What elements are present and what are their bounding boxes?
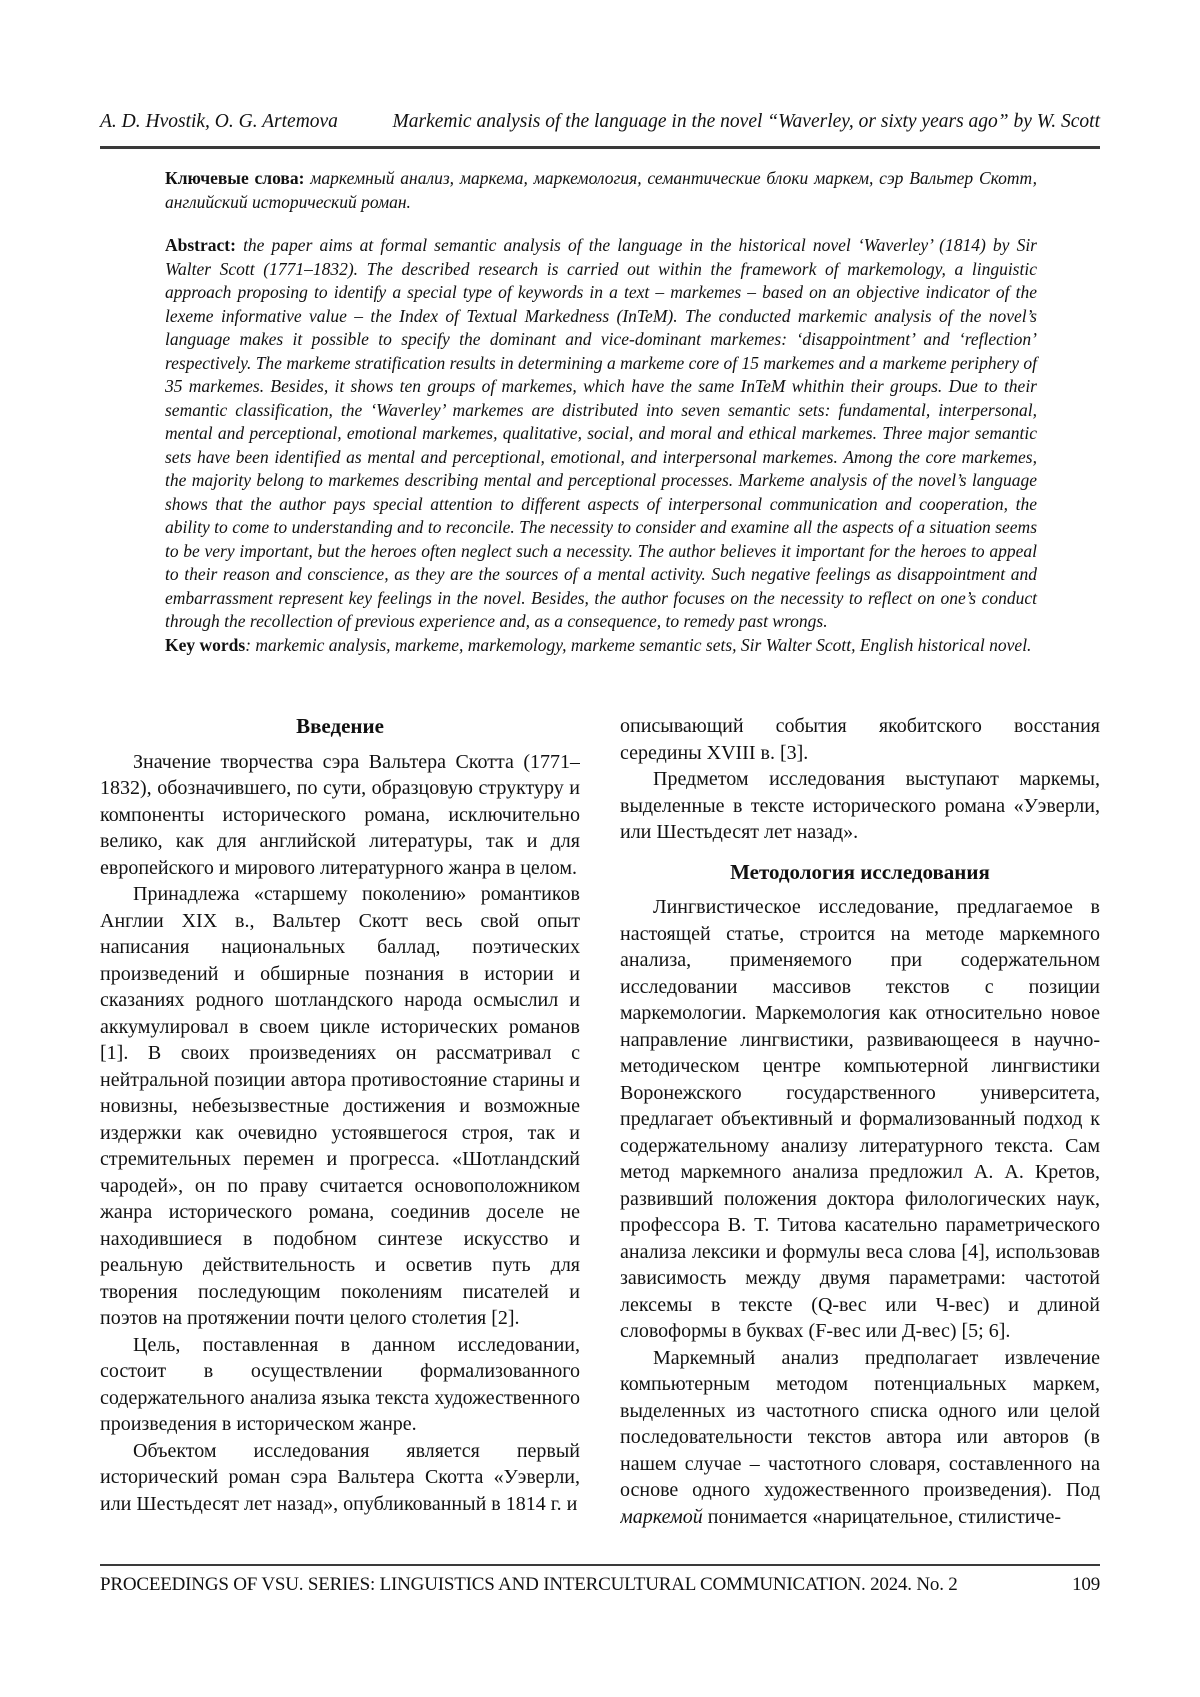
paragraph-methodology: Лингвистическое исследование, предлагаемое в настоящей статье, строится на методе маркемного анализа, применяемого при содержательном исследовании массивов текстов с позиции маркемологии. Маркемология как относительно новое направление лингвистики, развивающееся в научно-методическом центре компьютерной лингвистики Воронежского государственного университета, предлагает объективный и формализованный подход к содержательному анализу литературного текста. Сам метод маркемного анализа предложил А. А. Кретов, развивший положения доктора филологических наук, профессора В. Т. Титова касательно параметрического анализа лексики и формулы веса слова [4], использовав зависимость между двумя параметрами: частотой лексемы в тексте (Q-вес или Ч-вес) и длиной словоформы в буквах (F-вес или Д-вес) [5; 6]. bbox=[620, 896, 1100, 1342]
paragraph-markeme-part1: Маркемный анализ предполагает извлечение компьютерным методом потенциальных маркем, выделенных из частотного списка одного или целой последовательности текстов автора или авторов (в нашем случае – частотного словаря, составленного на основе одного художественного произведения). Под bbox=[620, 1346, 1100, 1501]
footer-page-number: 109 bbox=[1072, 1574, 1100, 1595]
page-footer bbox=[100, 1564, 1100, 1597]
paragraph-intro-1: Значение творчества сэра Вальтера Скотта (1771–1832), обозначившего, по сути, образцовую структуру и компоненты исторического романа, исключительно велико, как для английской литературы, так и для европейского и мирового литературного жанра в целом. bbox=[100, 750, 580, 879]
abstract bbox=[165, 234, 1037, 634]
section-heading-introduction: Введение bbox=[296, 714, 384, 738]
running-head-title: Markemic analysis of the language in the novel “Waverley, or sixty years ago” by W. Scott bbox=[392, 111, 1100, 132]
paragraph-markeme-part2: понимается «нарицательное, стилистиче- bbox=[702, 1505, 1062, 1528]
paragraph-markeme-term: маркемой bbox=[620, 1505, 703, 1528]
paragraph-subject: Предметом исследования выступают маркемы, выделенные в тексте исторического романа «Уэверли, или Шестьдесят лет назад». bbox=[620, 768, 1100, 843]
header-divider bbox=[100, 146, 1100, 149]
keywords-en bbox=[165, 634, 1037, 658]
article-body bbox=[100, 713, 1100, 1530]
paragraph-intro-2: Принадлежа «старшему поколению» романтиков Англии XIX в., Вальтер Скотт весь свой опыт написания национальных баллад, поэтических произведений и обширные познания в истории и сказаниях родного шотландского народа осмыслил и аккумулировал в своем цикле исторических романов [1]. В своих произведениях он рассматривал с нейтральной позиции автора противостояние старины и новизны, небезызвестные достижения и возможные издержки как очевидно устоявшегося строя, так и стремительных перемен и прогресса. «Шотландский чародей», он по праву считается основоположником жанра исторического романа, соединив доселе не находившиеся в подобном синтезе искусство и реальную действительность и осветив путь для творения последующим поколениям писателей и поэтов на протяжении почти целого столетия [2]. bbox=[100, 883, 580, 1329]
keywords-ru bbox=[165, 167, 1037, 214]
abstract-text: the paper aims at formal semantic analysis of the language in the historical novel ‘Waverley’ (1814) by Sir Walter Scott (1771–1832). The described research is carried out within the framework of markemology, a linguistic approach proposing to identify a special type of keywords in a text – markemes – based on an objective indicator of the lexeme informative value – the Index of Textual Markedness (InTeM). The conducted markemic analysis of the novel’s language makes it possible to specify the dominant and vice-dominant markemes: ‘disappointment’ and ‘reflection’ respectively. The markeme stratification results in determining a markeme core of 15 markemes and a markeme periphery of 35 markemes. Besides, it shows ten groups of markemes, which have the same InTeM whithin their groups. Due to their semantic classification, the ‘Waverley’ markemes are distributed into seven semantic sets: fundamental, interpersonal, mental and perceptional, emotional markemes, qualitative, social, and moral and ethical markemes. Three major semantic sets have been identified as mental and perceptional, emotional, and interpersonal markemes. Among the core markemes, the majority belong to markemes describing mental and perceptional processes. Markeme analysis of the novel’s language shows that the author pays special attention to different aspects of interpersonal communication and cooperation, the ability to come to understanding and to reconcile. The necessity to consider and examine all the aspects of a situation seems to be very important, but the heroes often neglect such a necessity. The author believes it important for the heroes to appeal to their reason and conscience, as they are the sources of a mental activity. Such negative feelings as disappointment and embarrassment represent key feelings in the novel. Besides, the author focuses on the necessity to reflect on one’s conduct through the recollection of previous experience and, as a consequence, to remedy past wrongs. bbox=[165, 235, 1037, 631]
footer-divider bbox=[100, 1564, 1100, 1566]
keywords-en-label: Key words bbox=[165, 634, 246, 655]
article-meta bbox=[165, 167, 1037, 657]
paragraph-object: Объектом исследования является первый исторический роман сэра Вальтера Скотта «Уэверли, или Шестьдесят лет назад», опубликованный в 1814 г. и bbox=[100, 1439, 580, 1515]
keywords-en-text: : markemic analysis, markeme, markemology, markeme semantic sets, Sir Walter Scott, English historical novel. bbox=[245, 634, 1032, 655]
page-content bbox=[100, 110, 1100, 1530]
paragraph-markeme-definition bbox=[620, 1345, 1100, 1531]
footer-line bbox=[100, 1573, 1100, 1597]
paragraph-object-continuation: описывающий события якобитского восстания середины XVIII в. [3]. bbox=[620, 715, 1100, 764]
footer-journal-line: PROCEEDINGS OF VSU. SERIES: LINGUISTICS AND INTERCULTURAL COMMUNICATION. 2024. No. 2 bbox=[100, 1574, 958, 1595]
section-heading-methodology: Методология исследования bbox=[730, 859, 990, 884]
running-head bbox=[100, 110, 1100, 134]
right-column bbox=[620, 713, 1100, 1530]
keywords-ru-label: Ключевые слова: bbox=[165, 168, 305, 188]
keywords-ru-text: маркемный анализ, маркема, маркемология, семантические блоки маркем, сэр Вальтер Скотт, английский исторический роман. bbox=[165, 168, 1037, 212]
paragraph-goal: Цель, поставленная в данном исследовании, состоит в осуществлении формализованного содержательного анализа языка текста художественного произведения в историческом жанре. bbox=[100, 1333, 580, 1435]
running-head-authors: A. D. Hvostik, O. G. Artemova bbox=[100, 111, 338, 132]
abstract-label: Abstract: bbox=[165, 235, 236, 255]
left-column bbox=[100, 713, 580, 1530]
